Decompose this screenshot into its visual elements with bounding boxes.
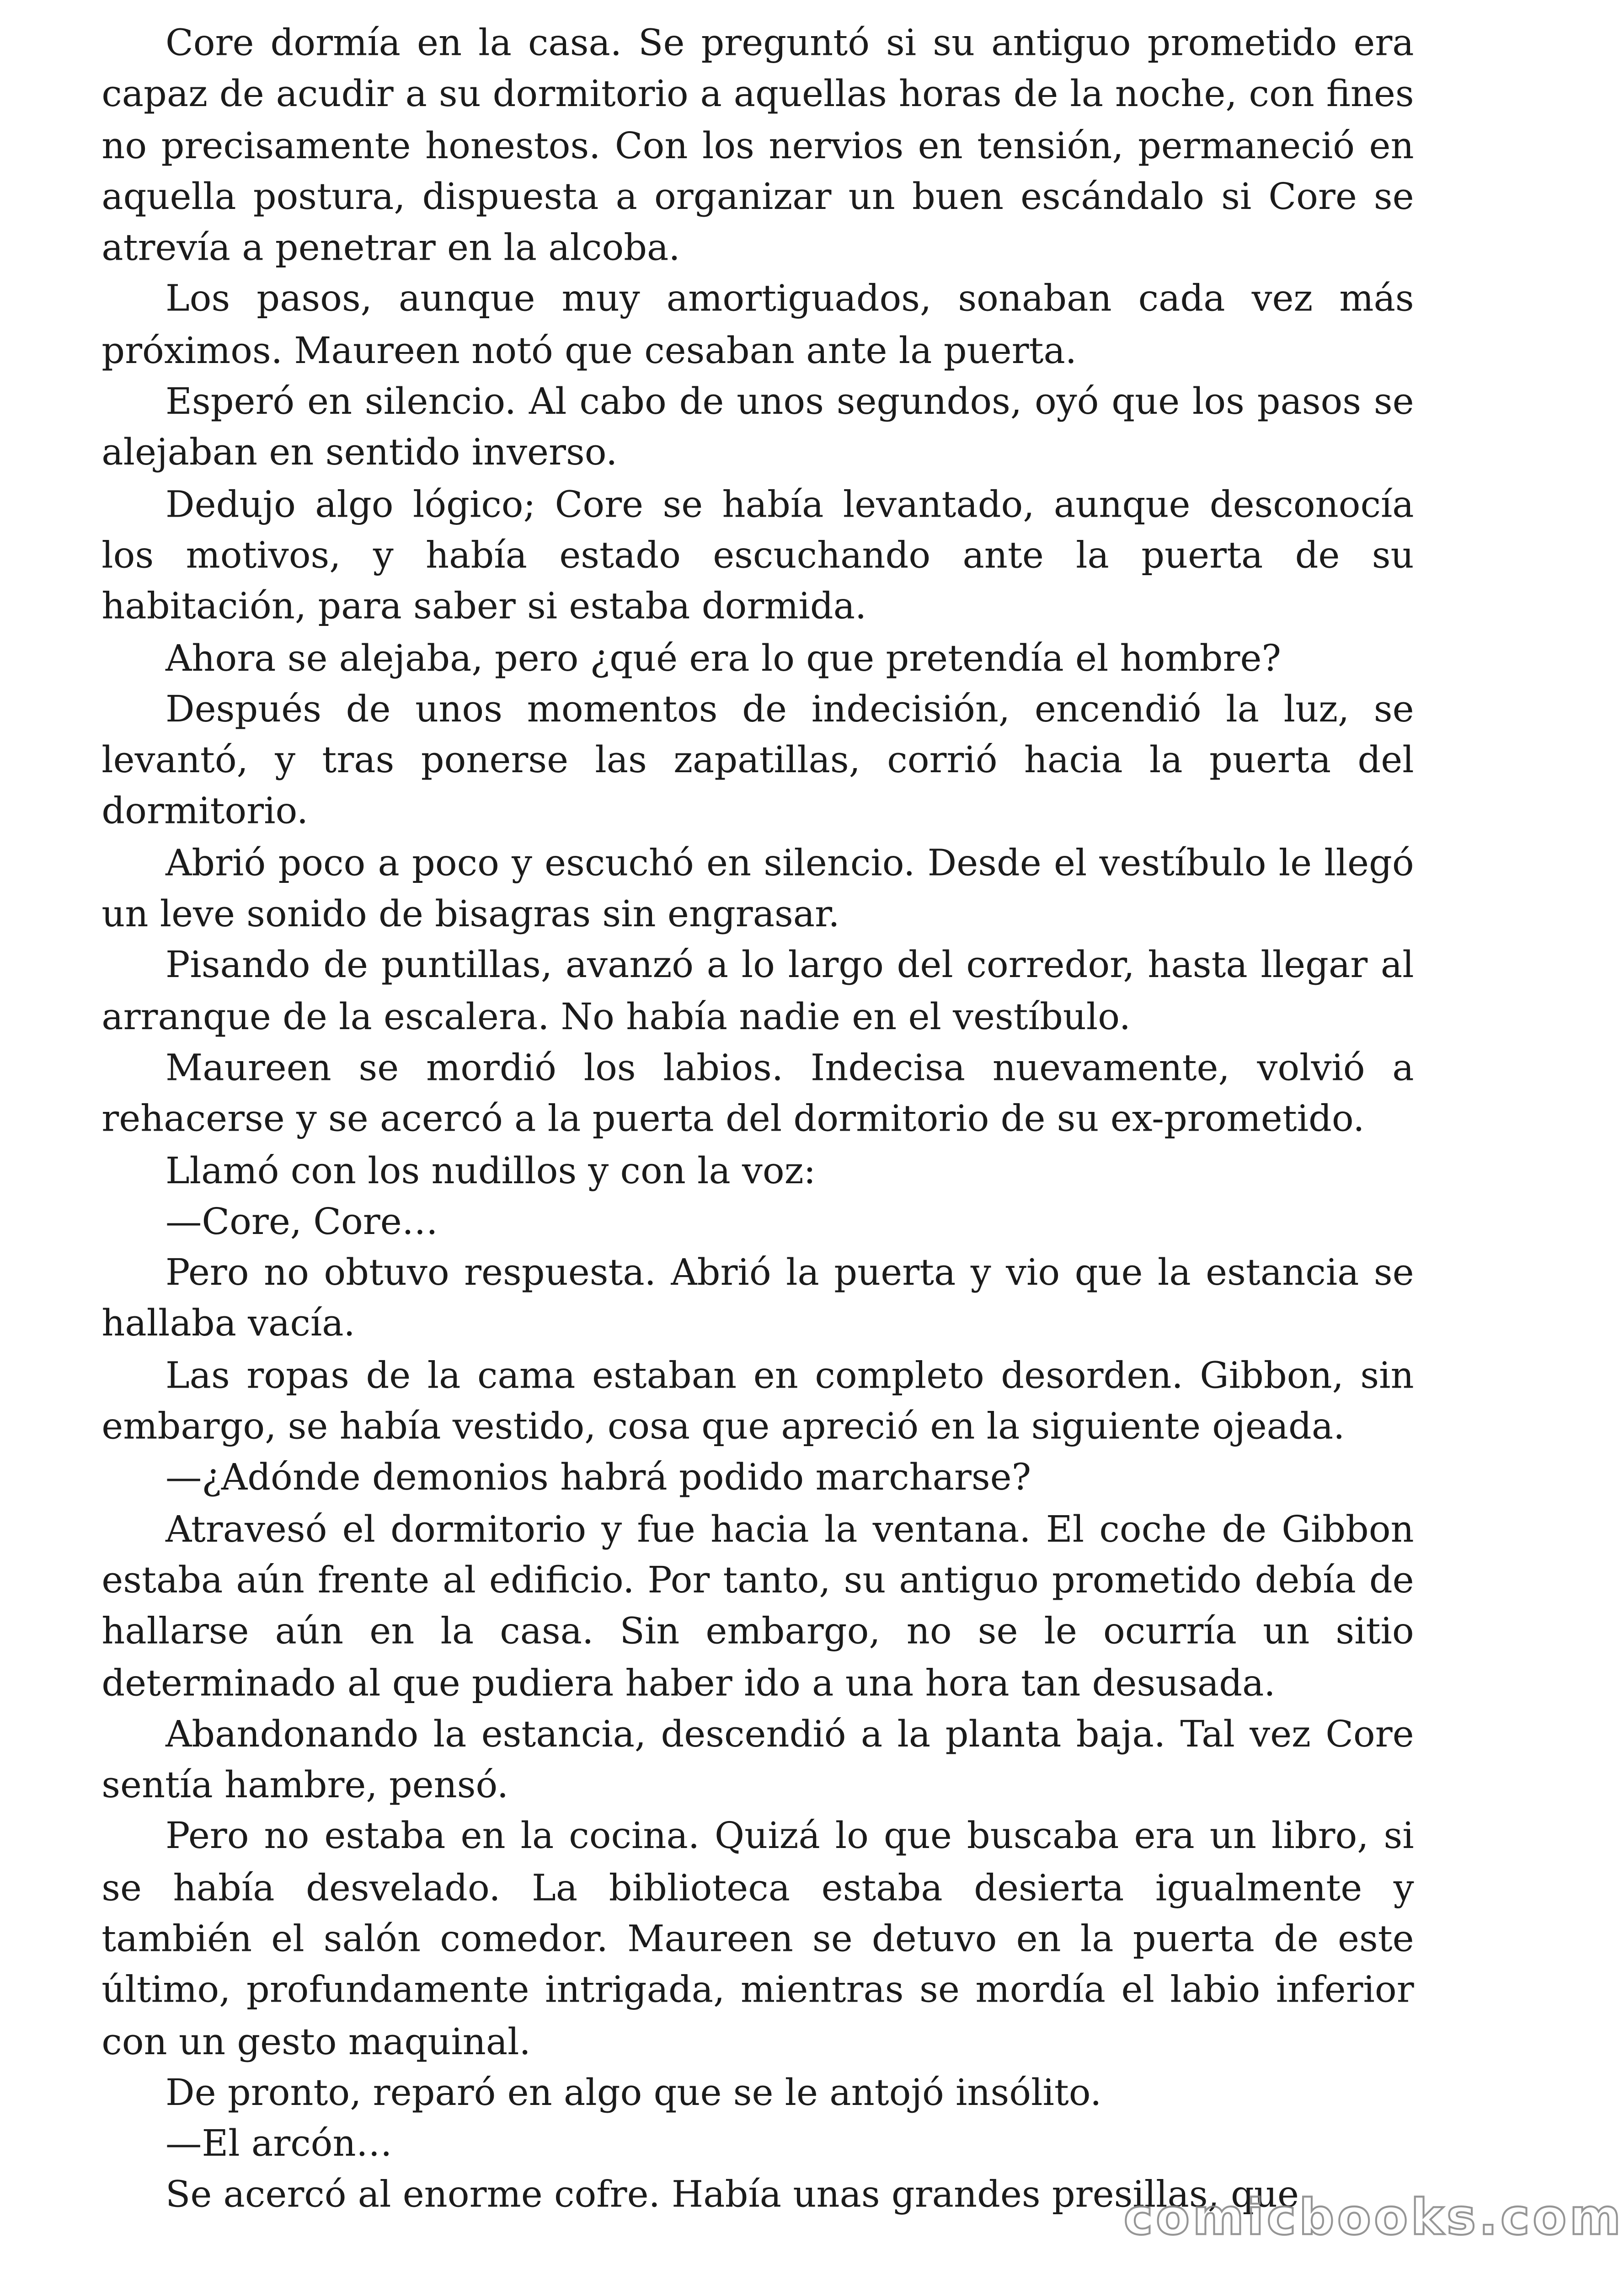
paragraph: Las ropas de la cama estaban en completo desorden. Gibbon, sin embargo, se había vestido, cosa que apreció en la siguiente ojeada. [102, 1354, 1414, 1447]
watermark: comicbooks.com [1123, 2189, 1624, 2248]
document-body [102, 17, 1414, 2221]
paragraph: Pero no estaba en la cocina. Quizá lo que buscaba era un libro, si se había desvelado. La biblioteca estaba desierta igualmente y también el salón comedor. Maureen se detuvo en la puerta de este último, profundamente intrigada, mientras se mordía el labio inferior con un gesto maquinal. [102, 1815, 1414, 2062]
paragraph: Esperó en silencio. Al cabo de unos segundos, oyó que los pasos se alejaban en sentido inverso. [102, 380, 1414, 474]
paragraph: De pronto, reparó en algo que se le antojó insólito. [165, 2071, 1102, 2114]
paragraph: Se acercó al enorme cofre. Había unas grandes presillas, que [165, 2174, 1299, 2216]
paragraph: Atravesó el dormitorio y fue hacia la ventana. El coche de Gibbon estaba aún frente al edificio. Por tanto, su antiguo prometido debía de hallarse aún en la casa. Sin embargo, no se le ocurría un sitio determinado al que pudiera haber ido a una hora tan desusada. [102, 1507, 1414, 1704]
paragraph: —El arcón… [165, 2122, 392, 2165]
paragraph: Pisando de puntillas, avanzó a lo largo del corredor, hasta llegar al arranque de la escalera. No había nadie en el vestíbulo. [102, 944, 1414, 1038]
paragraph: Maureen se mordió los labios. Indecisa nuevamente, volvió a rehacerse y se acercó a la puerta del dormitorio de su ex-prometido. [102, 1047, 1414, 1140]
paragraph: —Core, Core… [165, 1200, 438, 1243]
paragraph: Core dormía en la casa. Se preguntó si su antiguo prometido era capaz de acudir a su dormitorio a aquellas horas de la noche, con fines no precisamente honestos. Con los nervios en tensión, permaneció en aquella postura, dispuesta a organizar un buen escándalo si Core se atrevía a penetrar en la alcoba. [102, 21, 1414, 269]
paragraph: Los pasos, aunque muy amortiguados, sonaban cada vez más próximos. Maureen notó que cesaban ante la puerta. [102, 278, 1414, 372]
paragraph: Llamó con los nudillos y con la voz: [165, 1149, 816, 1191]
paragraph: Pero no obtuvo respuesta. Abrió la puerta y vio que la estancia se hallaba vacía. [102, 1251, 1414, 1345]
paragraph: Ahora se alejaba, pero ¿qué era lo que pretendía el hombre? [165, 636, 1282, 679]
paragraph: Después de unos momentos de indecisión, encendió la luz, se levantó, y tras ponerse las zapatillas, corrió hacia la puerta del dormitorio. [102, 688, 1414, 833]
paragraph: Abandonando la estancia, descendió a la planta baja. Tal vez Core sentía hambre, pensó. [102, 1713, 1414, 1806]
paragraph: Dedujo algo lógico; Core se había levantado, aunque desconocía los motivos, y había estado escuchando ante la puerta de su habitación, para saber si estaba dormida. [102, 483, 1414, 628]
paragraph: Abrió poco a poco y escuchó en silencio. Desde el vestíbulo le llegó un leve sonido de bisagras sin engrasar. [102, 841, 1414, 935]
paragraph: —¿Adónde demonios habrá podido marcharse? [165, 1456, 1031, 1499]
